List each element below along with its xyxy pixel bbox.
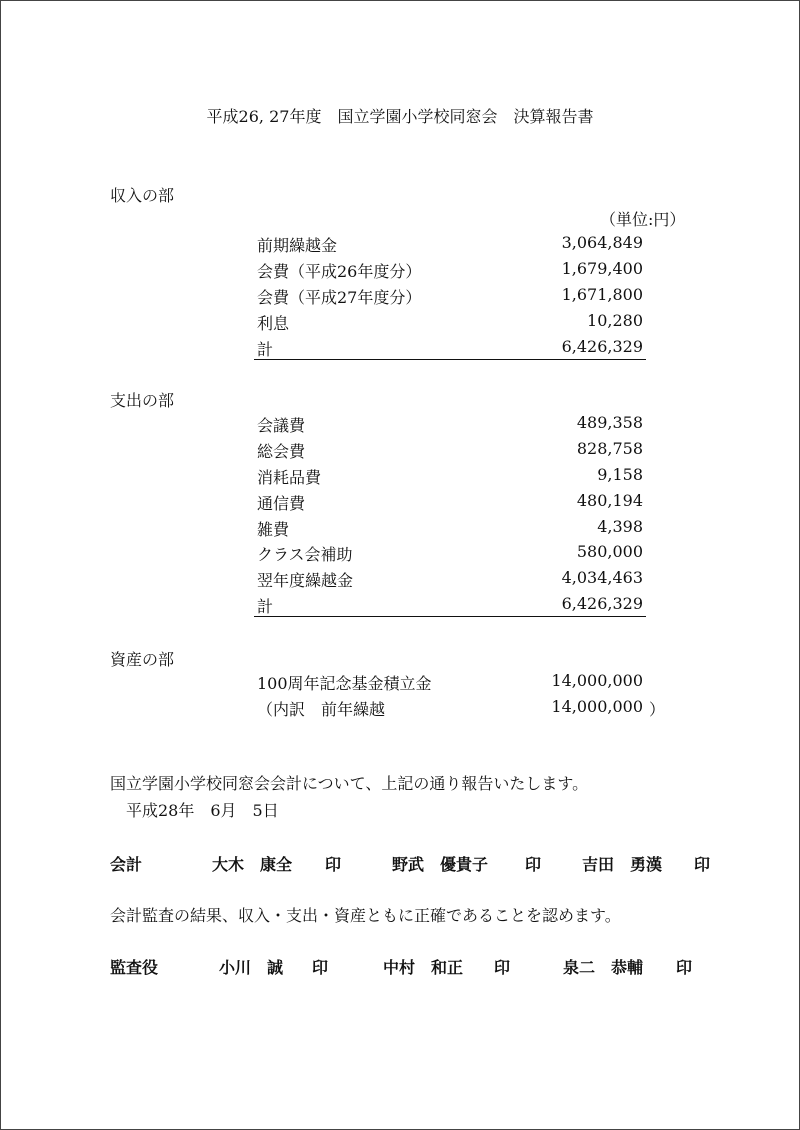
assets-breakdown-value: 14,000,000 [551,697,643,716]
expense-row [257,542,643,568]
report-date: 平成28年 6月 5日 [126,801,279,820]
income-row-label: 利息 [257,314,290,333]
expense-row-value: 9,158 [597,465,643,484]
income-row-label: 前期繰越金 [257,236,338,255]
expense-total-rule [254,616,646,617]
auditor-name: 中村 和正 [383,958,464,977]
expense-row [257,413,643,439]
auditor-role: 監査役 [110,958,159,977]
auditor-seal: 印 [312,958,329,977]
assets-breakdown-row [257,697,666,723]
income-row-value: 10,280 [587,311,643,330]
expense-total-value: 6,426,329 [561,594,643,613]
auditor-seal: 印 [494,958,511,977]
income-total-rule [254,359,646,360]
accountant-role: 会計 [110,855,143,874]
accountant-seal: 印 [694,855,711,874]
expense-row [257,517,643,543]
income-heading: 収入の部 [110,186,175,205]
expense-row [257,439,643,465]
expense-row [257,465,643,491]
expense-row-value: 489,358 [576,413,643,432]
accountant-seal: 印 [525,855,542,874]
expense-total-label: 計 [257,597,274,616]
expense-row-label: 消耗品費 [257,468,322,487]
income-row [257,233,643,259]
assets-breakdown-close: ） [649,700,666,719]
accountant-name: 大木 康全 [212,855,293,874]
auditor-name: 泉二 恭輔 [563,958,644,977]
expense-row-label: 翌年度繰越金 [257,571,354,590]
income-row-value: 1,671,800 [561,285,643,304]
assets-fund-row [257,671,643,697]
unit-label: （単位:円） [600,210,686,229]
assets-fund-label: 100周年記念基金積立金 [257,674,432,693]
expense-row-label: 総会費 [257,442,306,461]
accountant-name: 吉田 勇漢 [582,855,663,874]
audit-statement: 会計監査の結果、収入・支出・資産ともに正確であることを認めます。 [110,906,621,925]
expense-heading: 支出の部 [110,391,175,410]
expense-row-value: 828,758 [576,439,643,458]
expense-row-value: 480,194 [576,491,643,510]
accountant-seal: 印 [325,855,342,874]
report-statement: 国立学園小学校同窓会会計について、上記の通り報告いたします。 [110,774,589,793]
assets-fund-value: 14,000,000 [551,671,643,690]
expense-row-label: 会議費 [257,416,306,435]
income-row-value: 3,064,849 [561,233,643,252]
accountant-name: 野武 優貴子 [392,855,489,874]
document-title: 平成26, 27年度 国立学園小学校同窓会 決算報告書 [206,107,594,126]
income-total-label: 計 [257,340,274,359]
income-row [257,259,643,285]
expense-row-value: 580,000 [576,542,643,561]
assets-heading: 資産の部 [110,650,175,669]
expense-row-value: 4,034,463 [561,568,643,587]
expense-row-label: 通信費 [257,494,306,513]
auditor-name: 小川 誠 [219,958,284,977]
expense-row-label: 雑費 [257,520,290,539]
income-row [257,311,643,337]
income-total-value: 6,426,329 [561,337,643,356]
expense-row-value: 4,398 [597,517,643,536]
expense-row [257,491,643,517]
assets-breakdown-label: （内訳 前年繰越 [257,700,386,719]
income-row-label: 会費（平成27年度分） [257,288,422,307]
auditor-seal: 印 [676,958,693,977]
expense-row [257,568,643,594]
expense-row-label: クラス会補助 [257,545,353,564]
income-row-value: 1,679,400 [561,259,643,278]
income-row [257,285,643,311]
income-row-label: 会費（平成26年度分） [257,262,422,281]
